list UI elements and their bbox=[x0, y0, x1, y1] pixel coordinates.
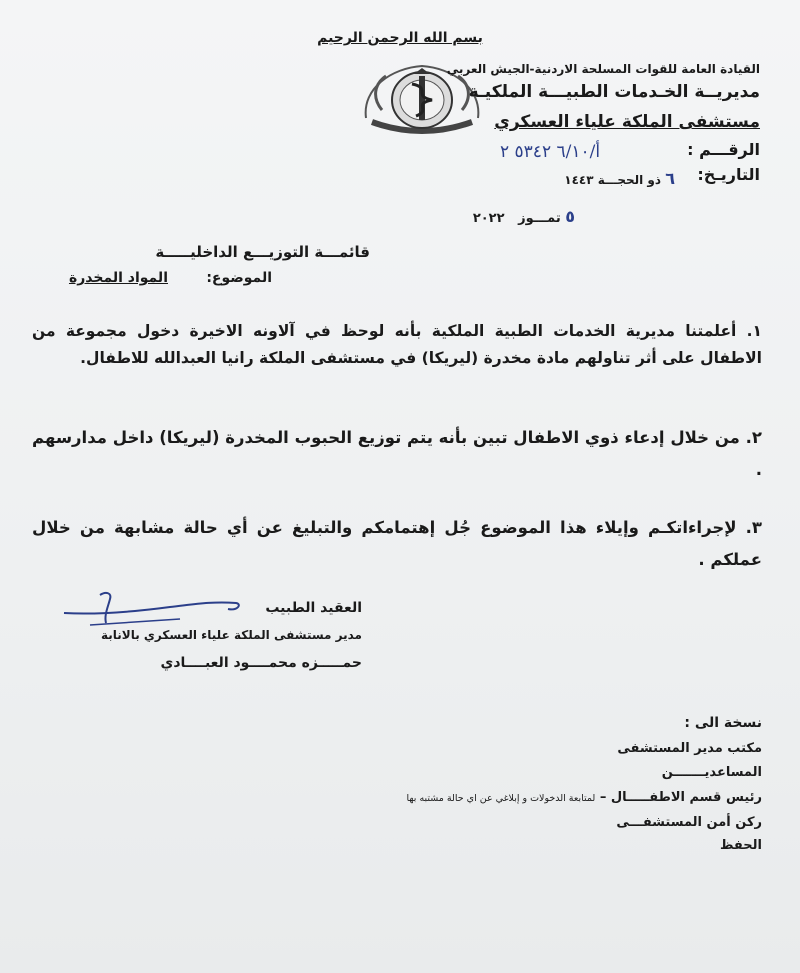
copy-item: ركن أمن المستشفـــى bbox=[616, 815, 762, 830]
reference-number-label: الرقـــم : bbox=[687, 140, 760, 159]
signatory-name: حمـــــزه محمــــود العبــــادي bbox=[160, 655, 362, 671]
subject-value: المواد المخدرة bbox=[68, 270, 168, 286]
hijri-day: ٦ bbox=[665, 169, 675, 188]
copies-heading: نسخة الى : bbox=[684, 715, 762, 731]
org-line-2: مديريــة الخـدمات الطبيـــة الملكيـة bbox=[468, 82, 760, 102]
copy-item: المساعديـــــــن bbox=[661, 765, 762, 780]
hijri-month: ذو الحجـــة bbox=[597, 173, 662, 187]
greg-month: تمـــوز bbox=[518, 211, 561, 226]
date-gregorian bbox=[473, 207, 575, 226]
org-line-3: مستشفى الملكة علياء العسكري bbox=[494, 112, 760, 132]
greg-year: ٢٠٢٢ bbox=[472, 211, 505, 226]
copy-item: مكتب مدير المستشفى bbox=[617, 741, 762, 756]
signatory-rank: العقيد الطبيب bbox=[265, 600, 362, 616]
reference-number-value: أ/٦/١٠ ٥٣٤٢ ٢ bbox=[500, 142, 601, 162]
paragraph-3: ٣. لإجراءاتكـم وإيلاء هذا الموضوع جُل إهتمامكم والتبليغ عن أي حالة مشابهة من خلال عملكم . bbox=[32, 518, 762, 569]
hijri-year: ١٤٤٣ bbox=[564, 173, 594, 187]
greg-day: ٥ bbox=[565, 207, 575, 226]
basmala: بسم الله الرحمن الرحيم bbox=[317, 30, 483, 46]
paragraph-2: ٢. من خلال إدعاء ذوي الاطفال تبين بأنه يتم توزيع الحبوب المخدرة (ليريكا) داخل مدارسهم . bbox=[32, 428, 762, 479]
paragraph-1: ١. أعلمتنا مديرية الخدمات الطبية الملكية بأنه لوحظ في آلاونه الاخيرة دخول مجموعة من الاطفال على أثر تناولهم مادة مخدرة (ليريكا) في مستشفى الملكة رانيا العبدالله للاطفال. bbox=[32, 322, 762, 367]
copy-item: الحفظ bbox=[720, 838, 762, 853]
date-hijri bbox=[564, 169, 675, 188]
copy-item-label: رئيس قسم الاطفـــــال – bbox=[599, 790, 762, 805]
date-label: التاريـخ: bbox=[697, 165, 760, 184]
org-line-1: القيادة العامة للقوات المسلحة الاردنية-الجيش العربي bbox=[446, 62, 760, 76]
copy-item-note: لمتابعة الدخولات و إبلاغي عن اي حالة مشتبه بها bbox=[406, 793, 596, 804]
subject-label: الموضوع: bbox=[206, 270, 272, 286]
copy-item bbox=[407, 790, 762, 805]
signatory-title: مدير مستشفى الملكة علياء العسكري بالانابة bbox=[101, 628, 362, 642]
distribution-title: قائمـــة التوزيـــع الداخليـــــة bbox=[155, 243, 370, 261]
